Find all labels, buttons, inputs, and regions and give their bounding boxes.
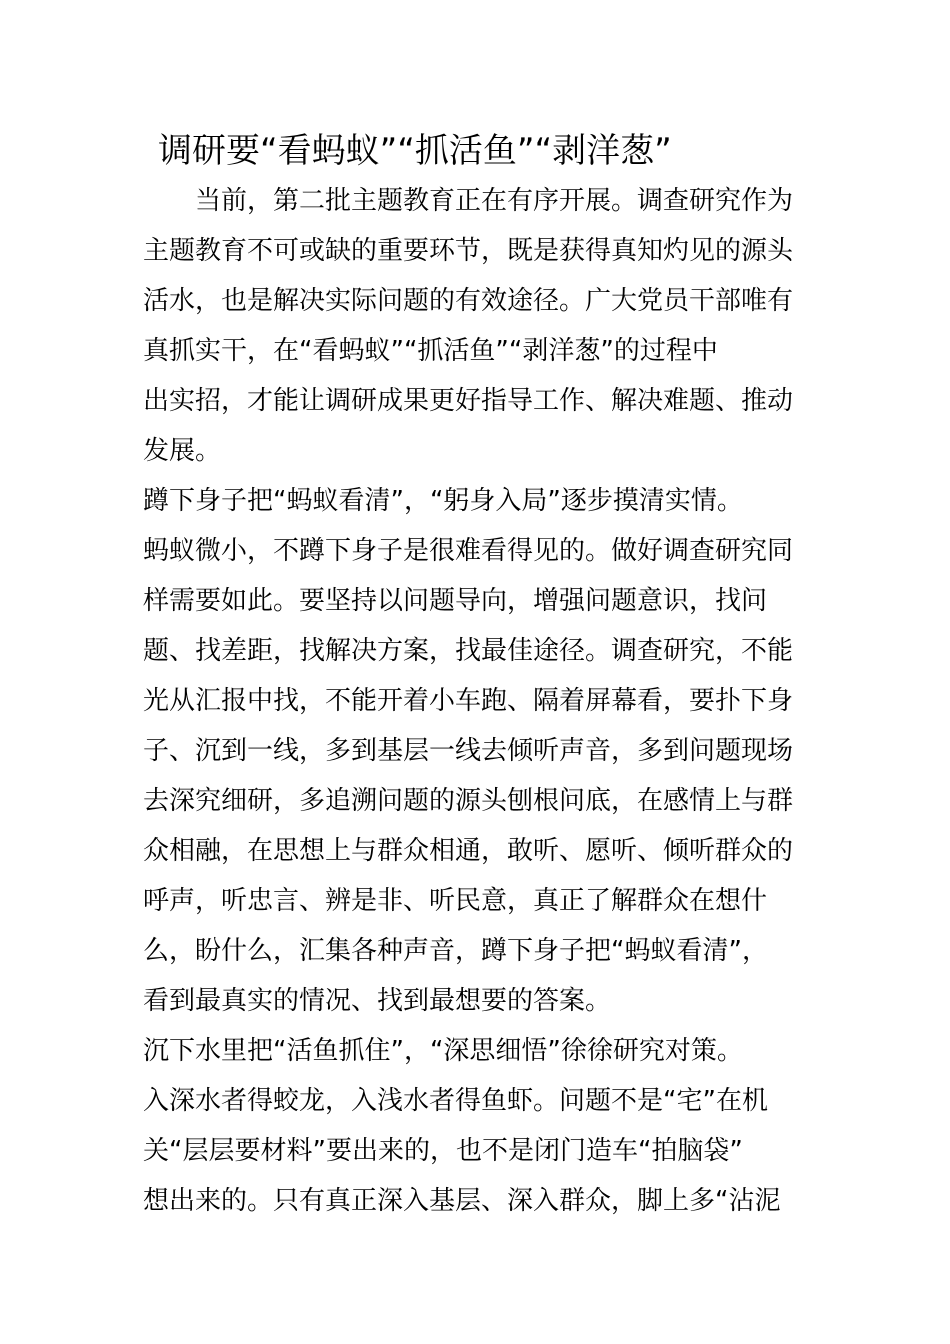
text-line: 真抓实干，在“看蚂蚁”“抓活鱼”“剥洋葱”的过程中 — [143, 336, 718, 366]
text-line: 样需要如此。要坚持以问题导向，增强问题意识，找问 — [143, 586, 768, 616]
text-line: 发展。 — [143, 436, 222, 466]
text-line: 看到最真实的情况、找到最想要的答案。 — [143, 986, 612, 1016]
text-line: 蚂蚁微小，不蹲下身子是很难看得见的。做好调查研究同 — [143, 536, 794, 566]
text-line: 当前，第二批主题教育正在有序开展。调查研究作为 — [143, 186, 794, 216]
document-body — [143, 176, 815, 1226]
text-line: 主题教育不可或缺的重要环节，既是获得真知灼见的源头 — [143, 236, 794, 266]
text-line: 出实招，才能让调研成果更好指导工作、解决难题、推动 — [143, 386, 794, 416]
text-line: 活水，也是解决实际问题的有效途径。广大党员干部唯有 — [143, 286, 794, 316]
document-title: 调研要“看蚂蚁”“抓活鱼”“剥洋葱” — [158, 131, 672, 171]
text-line: 么，盼什么，汇集各种声音，蹲下身子把“蚂蚁看清”， — [143, 936, 768, 966]
text-line: 想出来的。只有真正深入基层、深入群众，脚上多“沾泥 — [143, 1186, 781, 1216]
text-line: 沉下水里把“活鱼抓住”，“深思细悟”徐徐研究对策。 — [143, 1036, 743, 1066]
text-line: 蹲下身子把“蚂蚁看清”，“躬身入局”逐步摸清实情。 — [143, 486, 743, 516]
text-line: 入深水者得蛟龙，入浅水者得鱼虾。问题不是“宅”在机 — [143, 1086, 768, 1116]
text-line: 关“层层要材料”要出来的，也不是闭门造车“拍脑袋” — [143, 1136, 743, 1166]
text-line: 题、找差距，找解决方案，找最佳途径。调查研究，不能 — [143, 636, 794, 666]
text-line: 呼声，听忠言、辨是非、听民意，真正了解群众在想什 — [143, 886, 768, 916]
text-line: 众相融，在思想上与群众相通，敢听、愿听、倾听群众的 — [143, 836, 794, 866]
text-line: 去深究细研，多追溯问题的源头刨根问底，在感情上与群 — [143, 786, 794, 816]
text-line: 光从汇报中找，不能开着小车跑、隔着屏幕看，要扑下身 — [143, 686, 794, 716]
text-line: 子、沉到一线，多到基层一线去倾听声音，多到问题现场 — [143, 736, 794, 766]
